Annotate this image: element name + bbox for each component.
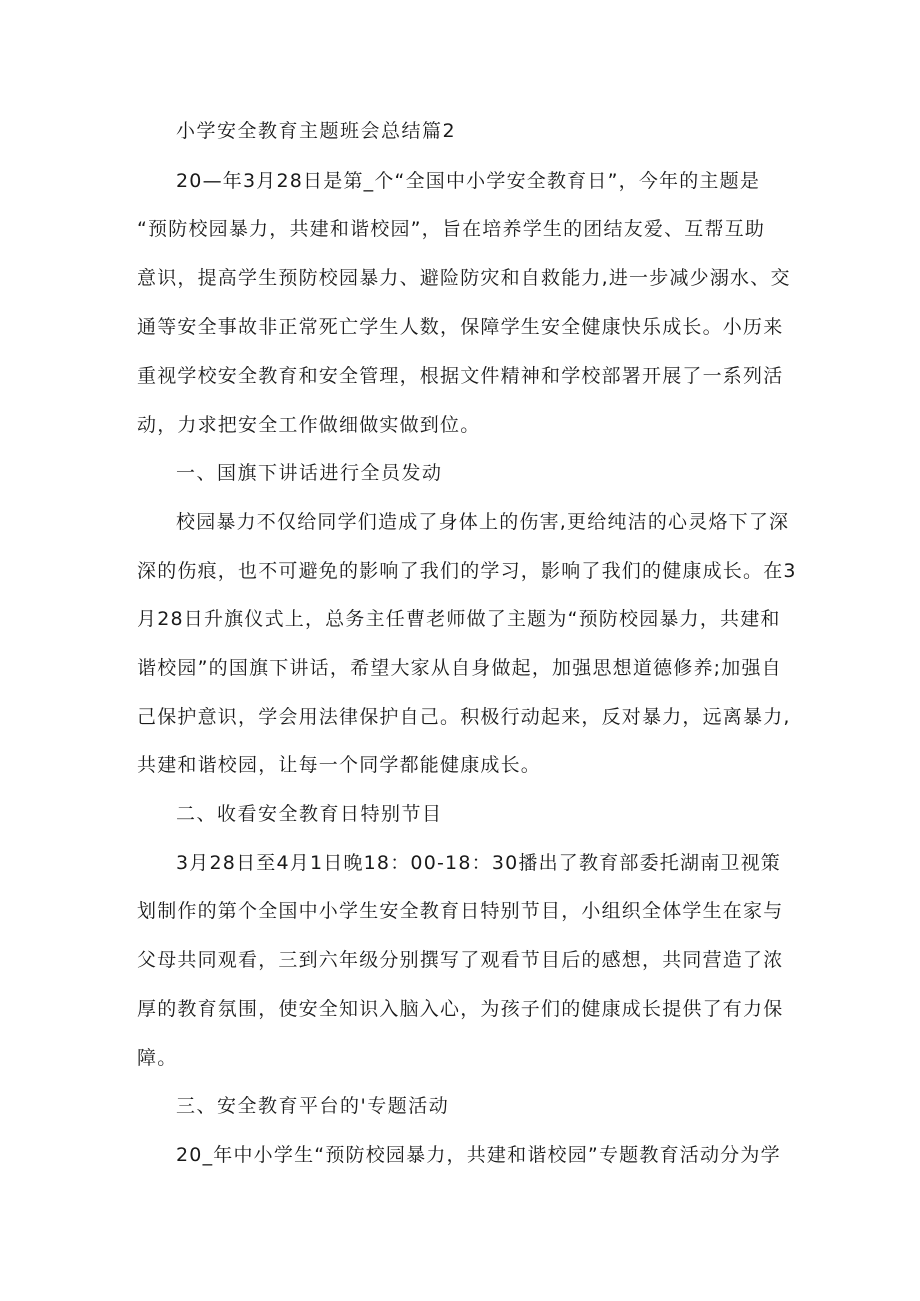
paragraph-1-line-2: “预防校园暴力，共建和谐校园”，旨在培养学生的团结友爱、互帮互助 <box>137 218 766 240</box>
document-title: 小学安全教育主题班会总结篇2 <box>176 120 457 142</box>
paragraph-3-line-2: 划制作的第个全国中小学生安全教育日特别节目，小组织全体学生在家与 <box>137 900 784 922</box>
paragraph-1-line-3: 意识，提高学生预防校园暴力、避险防灾和自救能力,进一步减少溺水、交 <box>137 267 791 289</box>
paragraph-1-line-6: 动，力求把安全工作做细做实做到位。 <box>137 414 481 436</box>
paragraph-3-line-1: 3月28日至4月1日晚18：00-18：30播出了教育部委托湖南卫视策 <box>176 852 782 874</box>
section-3-heading: 三、安全教育平台的'专题活动 <box>176 1095 450 1117</box>
paragraph-2-line-4: 谐校园”的国旗下讲话，希望大家从自身做起，加强思想道德修养;加强自 <box>137 657 782 679</box>
section-1-heading: 一、国旗下讲话进行全员发动 <box>176 462 443 484</box>
paragraph-3-line-5: 障。 <box>137 1047 178 1069</box>
paragraph-2-line-2: 深的伤痕，也不可避免的影响了我们的学习，影响了我们的健康成长。在3 <box>137 560 797 582</box>
paragraph-2-line-3: 月28日升旗仪式上，总务主任曹老师做了主题为“预防校园暴力，共建和 <box>137 608 781 630</box>
paragraph-3-line-4: 厚的教育氛围，使安全知识入脑入心，为孩子们的健康成长提供了有力保 <box>137 998 784 1020</box>
paragraph-1-line-5: 重视学校安全教育和安全管理，根据文件精神和学校部署开展了一系列活 <box>137 365 784 387</box>
section-2-heading: 二、收看安全教育日特别节目 <box>176 803 443 825</box>
paragraph-3-line-3: 父母共同观看，三到六年级分别撰写了观看节目后的感想，共同营造了浓 <box>137 949 784 971</box>
paragraph-1-line-4: 通等安全事故非正常死亡学生人数，保障学生安全健康快乐成长。小历来 <box>137 316 784 338</box>
paragraph-1-line-1: 20—年3月28日是第_个“全国中小学安全教育日”，今年的主题是 <box>176 170 761 192</box>
paragraph-2-line-6: 共建和谐校园，让每一个同学都能健康成长。 <box>137 754 542 776</box>
paragraph-4-line-1: 20_年中小学生“预防校园暴力，共建和谐校园”专题教育活动分为学 <box>176 1144 781 1166</box>
paragraph-2-line-5: 己保护意识，学会用法律保护自己。积极行动起来，反对暴力，远离暴力, <box>137 706 791 728</box>
paragraph-2-line-1: 校园暴力不仅给同学们造成了身体上的伤害,更给纯洁的心灵烙下了深 <box>176 511 790 533</box>
